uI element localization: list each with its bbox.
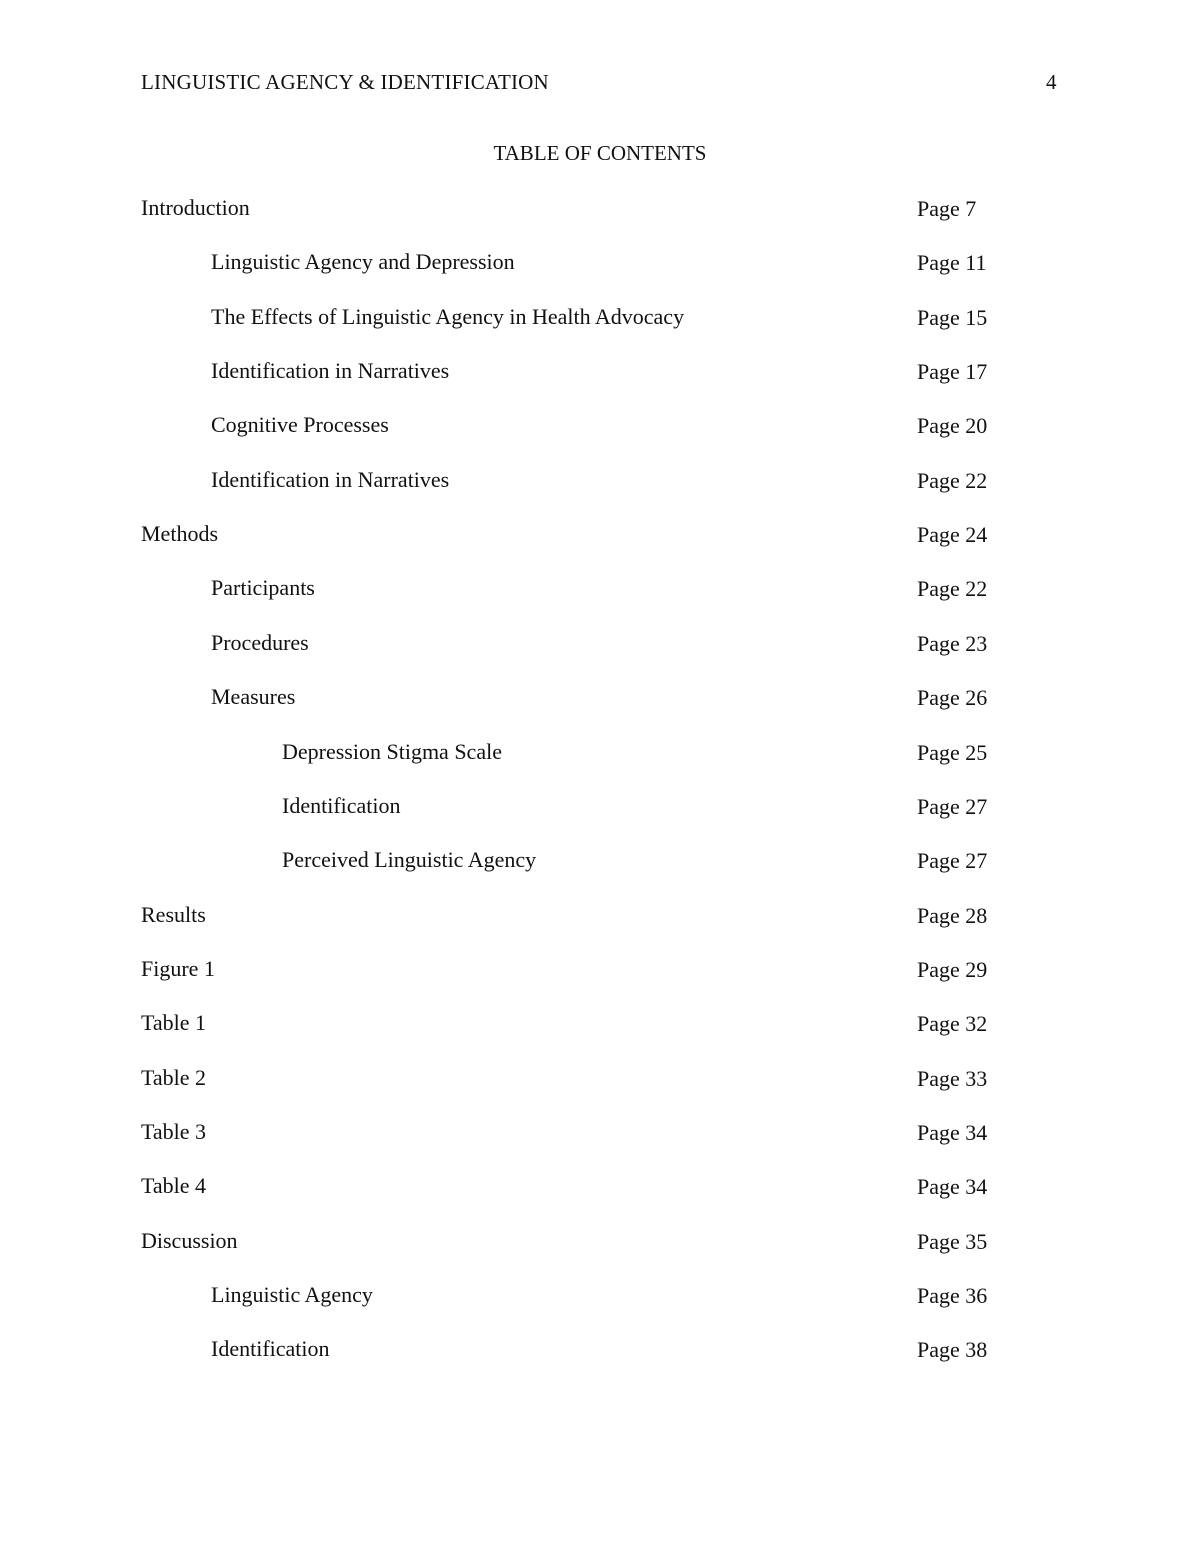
toc-entry-label: Identification <box>211 1336 330 1361</box>
toc-entry-page: Page 33 <box>917 1066 988 1091</box>
toc-entry <box>0 1336 1200 1366</box>
toc-entry <box>0 304 1200 334</box>
running-head: LINGUISTIC AGENCY & IDENTIFICATION <box>141 70 549 94</box>
toc-entry-page: Page 25 <box>917 740 988 765</box>
toc-entry-page: Page 17 <box>917 359 988 384</box>
toc-entry-label: Discussion <box>141 1228 238 1253</box>
toc-entry-label: Participants <box>211 575 315 600</box>
toc-entry <box>0 358 1200 388</box>
toc-entry-label: Figure 1 <box>141 956 215 981</box>
toc-title: TABLE OF CONTENTS <box>493 141 707 165</box>
toc-entry-label: Table 4 <box>141 1173 207 1198</box>
toc-entry-page: Page 27 <box>917 794 988 819</box>
toc-entry-label: Table 2 <box>141 1065 207 1090</box>
toc-entry-page: Page 7 <box>917 196 977 221</box>
toc-entry <box>0 793 1200 823</box>
toc-entry-label: Table 1 <box>141 1010 207 1035</box>
toc-entry-page: Page 35 <box>917 1229 988 1254</box>
toc-entry-label: Cognitive Processes <box>211 412 389 437</box>
toc-entry-page: Page 15 <box>917 305 988 330</box>
toc-entry <box>0 575 1200 605</box>
toc-entry-page: Page 22 <box>917 576 988 601</box>
page-number: 4 <box>1046 70 1057 94</box>
toc-entry <box>0 630 1200 660</box>
toc-entry <box>0 684 1200 714</box>
toc-entry <box>0 1173 1200 1203</box>
toc-entry-page: Page 34 <box>917 1174 988 1199</box>
toc-entry-page: Page 29 <box>917 957 988 982</box>
toc-entry-label: Identification <box>282 793 401 818</box>
toc-entry-label: Procedures <box>211 630 309 655</box>
toc-entry <box>0 249 1200 279</box>
toc-entry-page: Page 20 <box>917 413 988 438</box>
toc-entry-page: Page 28 <box>917 903 988 928</box>
toc-entry-label: The Effects of Linguistic Agency in Health Advocacy <box>211 304 685 329</box>
toc-entry <box>0 412 1200 442</box>
toc-entry <box>0 467 1200 497</box>
toc-entry <box>0 956 1200 986</box>
toc-entry <box>0 521 1200 551</box>
toc-entry-page: Page 32 <box>917 1011 988 1036</box>
toc-entry-page: Page 24 <box>917 522 988 547</box>
toc-entry-page: Page 26 <box>917 685 988 710</box>
toc-entry <box>0 1282 1200 1312</box>
toc-entry-label: Results <box>141 902 206 927</box>
toc-entry-page: Page 38 <box>917 1337 988 1362</box>
toc-entry-label: Depression Stigma Scale <box>282 739 502 764</box>
toc-entry-label: Linguistic Agency and Depression <box>211 249 515 274</box>
toc-entry-page: Page 11 <box>917 250 987 275</box>
toc-entry-label: Identification in Narratives <box>211 358 450 383</box>
toc-entry-page: Page 27 <box>917 848 988 873</box>
toc-entry <box>0 902 1200 932</box>
toc-entry-label: Linguistic Agency <box>211 1282 373 1307</box>
toc-entry <box>0 1065 1200 1095</box>
toc-entry <box>0 739 1200 769</box>
toc-entry <box>0 847 1200 877</box>
toc-entry <box>0 1228 1200 1258</box>
toc-entry-label: Measures <box>211 684 296 709</box>
toc-entry-page: Page 22 <box>917 468 988 493</box>
toc-entry-label: Methods <box>141 521 218 546</box>
toc-entry-label: Table 3 <box>141 1119 207 1144</box>
toc-entry <box>0 1010 1200 1040</box>
toc-entry-label: Introduction <box>141 195 250 220</box>
toc-entry-page: Page 34 <box>917 1120 988 1145</box>
toc-entry <box>0 1119 1200 1149</box>
toc-entry-page: Page 23 <box>917 631 988 656</box>
toc-entry-label: Identification in Narratives <box>211 467 450 492</box>
toc-entry <box>0 195 1200 225</box>
toc-entry-page: Page 36 <box>917 1283 988 1308</box>
toc-entry-label: Perceived Linguistic Agency <box>282 847 537 872</box>
